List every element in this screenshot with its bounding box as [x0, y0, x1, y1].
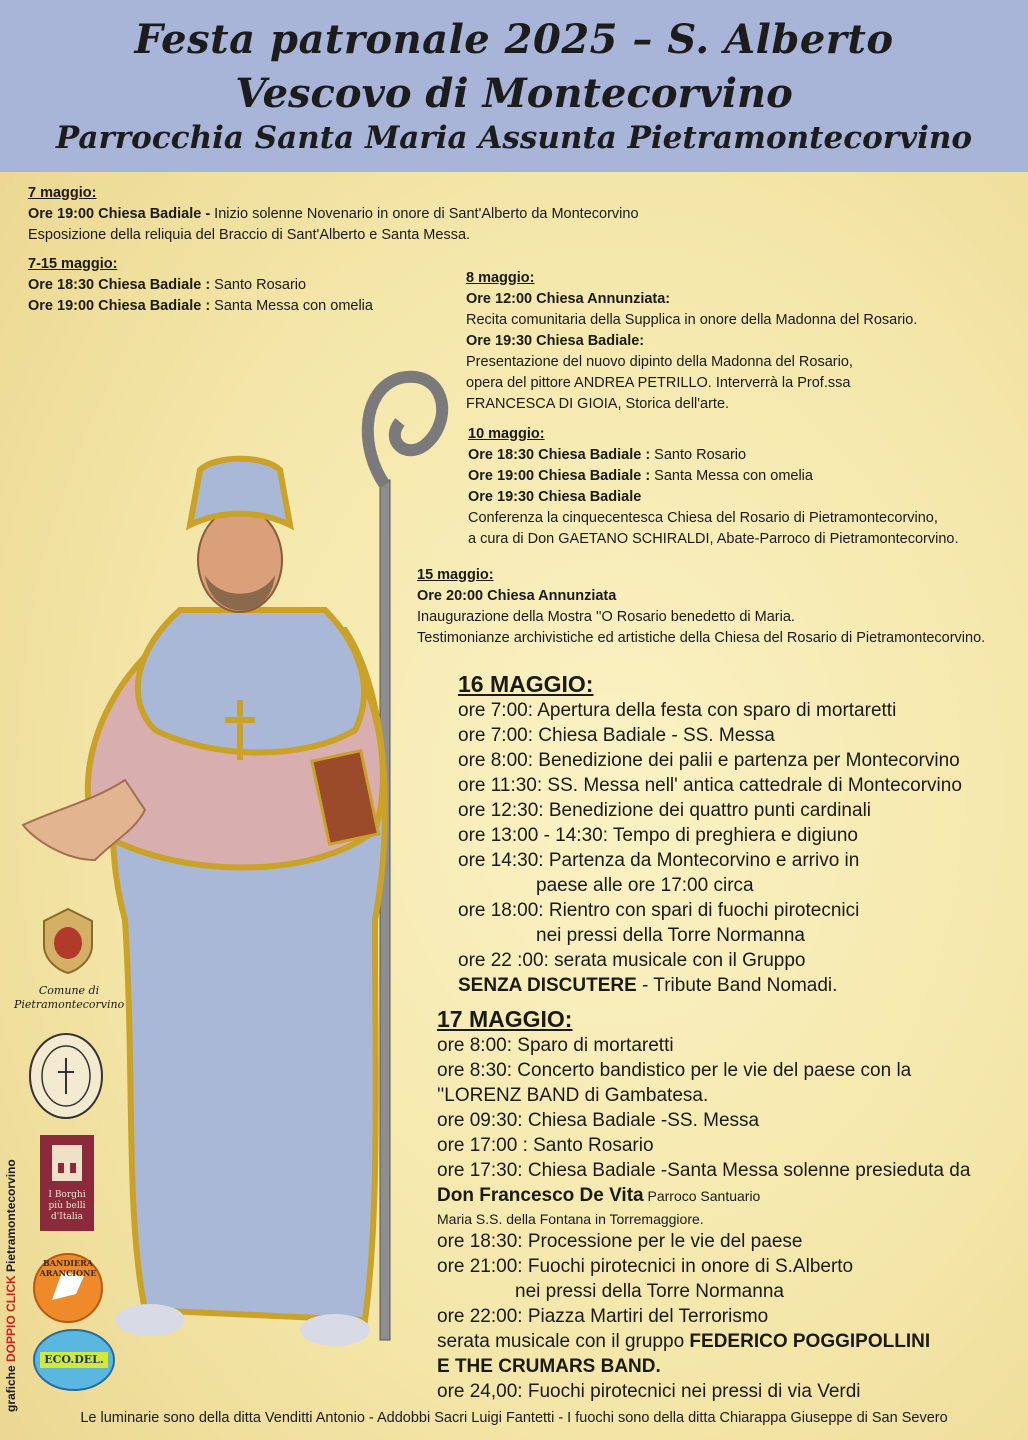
schedule-line: ore 7:00: Apertura della festa con sparo di mortaretti	[458, 700, 897, 721]
schedule-line: ore 7:00: Chiesa Badiale - SS. Messa	[458, 725, 775, 746]
comune-label: Comune di Pietramontecorvino	[14, 984, 125, 1011]
date-label: 17 MAGGIO:	[437, 1006, 573, 1032]
time-label: Ore 18:30 Chiesa Badiale :	[28, 277, 211, 293]
time-label: Ore 19:00 Chiesa Badiale -	[28, 206, 211, 222]
eco-del-label: ECO.DEL.	[44, 1353, 104, 1366]
date-label: 8 maggio:	[466, 270, 535, 286]
event-text: Inizio solenne Novenario in onore di Sant'Alberto da Montecorvino	[210, 206, 639, 222]
saint-mitre	[190, 459, 290, 525]
borghi-label: I Borghi più belli d'Italia	[48, 1190, 86, 1222]
saint-foot-left	[115, 1304, 185, 1336]
credit-suffix: Pietramontecorvino	[4, 1159, 18, 1276]
time-label: Ore 20:00 Chiesa Annunziata	[417, 588, 617, 604]
time-label: Ore 12:00 Chiesa Annunziata:	[466, 291, 671, 307]
schedule-line: ore 8:00: Sparo di mortaretti	[437, 1035, 674, 1056]
schedule-line: Maria S.S. della Fontana in Torremaggiore.	[437, 1211, 704, 1227]
schedule-line: ore 14:30: Partenza da Montecorvino e arrivo in	[458, 850, 860, 871]
time-label: Ore 18:30 Chiesa Badiale :	[468, 447, 651, 463]
event-text: Presentazione del nuovo dipinto della Madonna del Rosario,	[466, 354, 853, 370]
schedule-line: ''LORENZ BAND di Gambatesa.	[437, 1085, 709, 1106]
section-8-maggio	[466, 268, 917, 415]
credit-brand: DOPPIO CLICK	[4, 1275, 18, 1362]
saint-foot-right	[300, 1314, 370, 1346]
schedule-line: ore 17:00 : Santo Rosario	[437, 1135, 654, 1156]
comune-crest-icon	[36, 905, 100, 975]
event-text: FRANCESCA DI GIOIA, Storica dell'arte.	[466, 396, 730, 412]
footer-note: Le luminarie sono della ditta Venditti Antonio - Addobbi Sacri Luigi Fantetti - I fuochi sono della ditta Chiarappa Giuseppe di San Severo	[80, 1410, 948, 1426]
band-name: FEDERICO POGGIPOLLINI	[689, 1331, 931, 1352]
event-text: a cura di Don GAETANO SCHIRALDI, Abate-Parroco di Pietramontecorvino.	[468, 531, 959, 547]
time-label: Ore 19:30 Chiesa Badiale	[468, 489, 642, 505]
schedule-line: ore 12:30: Benedizione dei quattro punti cardinali	[458, 800, 872, 821]
time-label: Ore 19:30 Chiesa Badiale:	[466, 333, 645, 349]
event-text: Santa Messa con omelia	[650, 468, 813, 484]
section-7-15-maggio	[28, 254, 373, 317]
band-name: E THE CRUMARS BAND.	[437, 1356, 661, 1377]
date-label: 10 maggio:	[468, 426, 545, 442]
section-7-maggio	[28, 183, 639, 246]
parrocchia-seal-icon	[28, 1032, 104, 1120]
crozier-staff	[380, 480, 390, 1340]
title-line-3: Parrocchia Santa Maria Assunta Pietramontecorvino	[55, 120, 973, 156]
schedule-line: ore 8:30: Concerto bandistico per le vie del paese con la	[437, 1060, 912, 1081]
schedule-line: - Tribute Band Nomadi.	[636, 975, 838, 996]
event-text: opera del pittore ANDREA PETRILLO. Interverrà la Prof.ssa	[466, 375, 851, 391]
band-name: SENZA DISCUTERE	[458, 975, 637, 996]
date-label: 16 MAGGIO:	[458, 671, 594, 697]
schedule-line: paese alle ore 17:00 circa	[536, 875, 754, 896]
event-text: Conferenza la cinquecentesca Chiesa del Rosario di Pietramontecorvino,	[468, 510, 938, 526]
crozier-curl	[368, 377, 442, 485]
title-line-2: Vescovo di Montecorvino	[235, 70, 793, 117]
date-label: 7 maggio:	[28, 185, 97, 201]
section-10-maggio	[468, 424, 959, 550]
title-line-1: Festa patronale 2025 – S. Alberto	[134, 16, 894, 63]
graphic-credit	[4, 1159, 18, 1412]
credit-prefix: grafiche	[4, 1361, 18, 1412]
event-text: Santo Rosario	[210, 277, 307, 293]
section-15-maggio	[417, 565, 985, 649]
date-label: 15 maggio:	[417, 567, 494, 583]
schedule-line: ore 24,00: Fuochi pirotecnici nei pressi di via Verdi	[437, 1381, 861, 1402]
schedule-line: ore 09:30: Chiesa Badiale -SS. Messa	[437, 1110, 760, 1131]
schedule-line: nei pressi della Torre Normanna	[536, 925, 805, 946]
schedule-line: Parroco Santuario	[643, 1188, 761, 1204]
schedule-line: serata musicale con il gruppo	[437, 1331, 690, 1352]
schedule-line: nei pressi della Torre Normanna	[515, 1281, 784, 1302]
event-text: Inaugurazione della Mostra ''O Rosario benedetto di Maria.	[417, 609, 795, 625]
section-17-maggio	[437, 1005, 970, 1404]
time-label: Ore 19:00 Chiesa Badiale :	[468, 468, 651, 484]
saint-mozzetta	[138, 610, 364, 753]
schedule-line: ore 17:30: Chiesa Badiale -Santa Messa solenne presieduta da	[437, 1160, 971, 1181]
section-16-maggio	[458, 670, 962, 998]
bandiera-label: BANDIERA ARANCIONE	[39, 1258, 97, 1278]
priest-name: Don Francesco De Vita	[437, 1185, 644, 1206]
schedule-line: ore 13:00 - 14:30: Tempo di preghiera e digiuno	[458, 825, 858, 846]
schedule-line: ore 11:30: SS. Messa nell' antica cattedrale di Montecorvino	[458, 775, 962, 796]
time-label: Ore 19:00 Chiesa Badiale :	[28, 298, 211, 314]
schedule-line: ore 22 :00: serata musicale con il Gruppo	[458, 950, 806, 971]
schedule-line: ore 22:00: Piazza Martiri del Terrorismo	[437, 1306, 769, 1327]
schedule-line: ore 18:00: Rientro con spari di fuochi pirotecnici	[458, 900, 860, 921]
event-text: Santo Rosario	[650, 447, 747, 463]
schedule-line: ore 18:30: Processione per le vie del paese	[437, 1231, 803, 1252]
schedule-line: ore 21:00: Fuochi pirotecnici in onore di S.Alberto	[437, 1256, 854, 1277]
date-label: 7-15 maggio:	[28, 256, 118, 272]
event-text: Recita comunitaria della Supplica in onore della Madonna del Rosario.	[466, 312, 918, 328]
event-text: Testimonianze archivistiche ed artistiche della Chiesa del Rosario di Pietramontecorvino.	[417, 630, 986, 646]
header-banner	[0, 0, 1028, 172]
schedule-line: ore 8:00: Benedizione dei palii e partenza per Montecorvino	[458, 750, 960, 771]
event-text: Santa Messa con omelia	[210, 298, 373, 314]
event-text: Esposizione della reliquia del Braccio di Sant'Alberto e Santa Messa.	[28, 227, 471, 243]
